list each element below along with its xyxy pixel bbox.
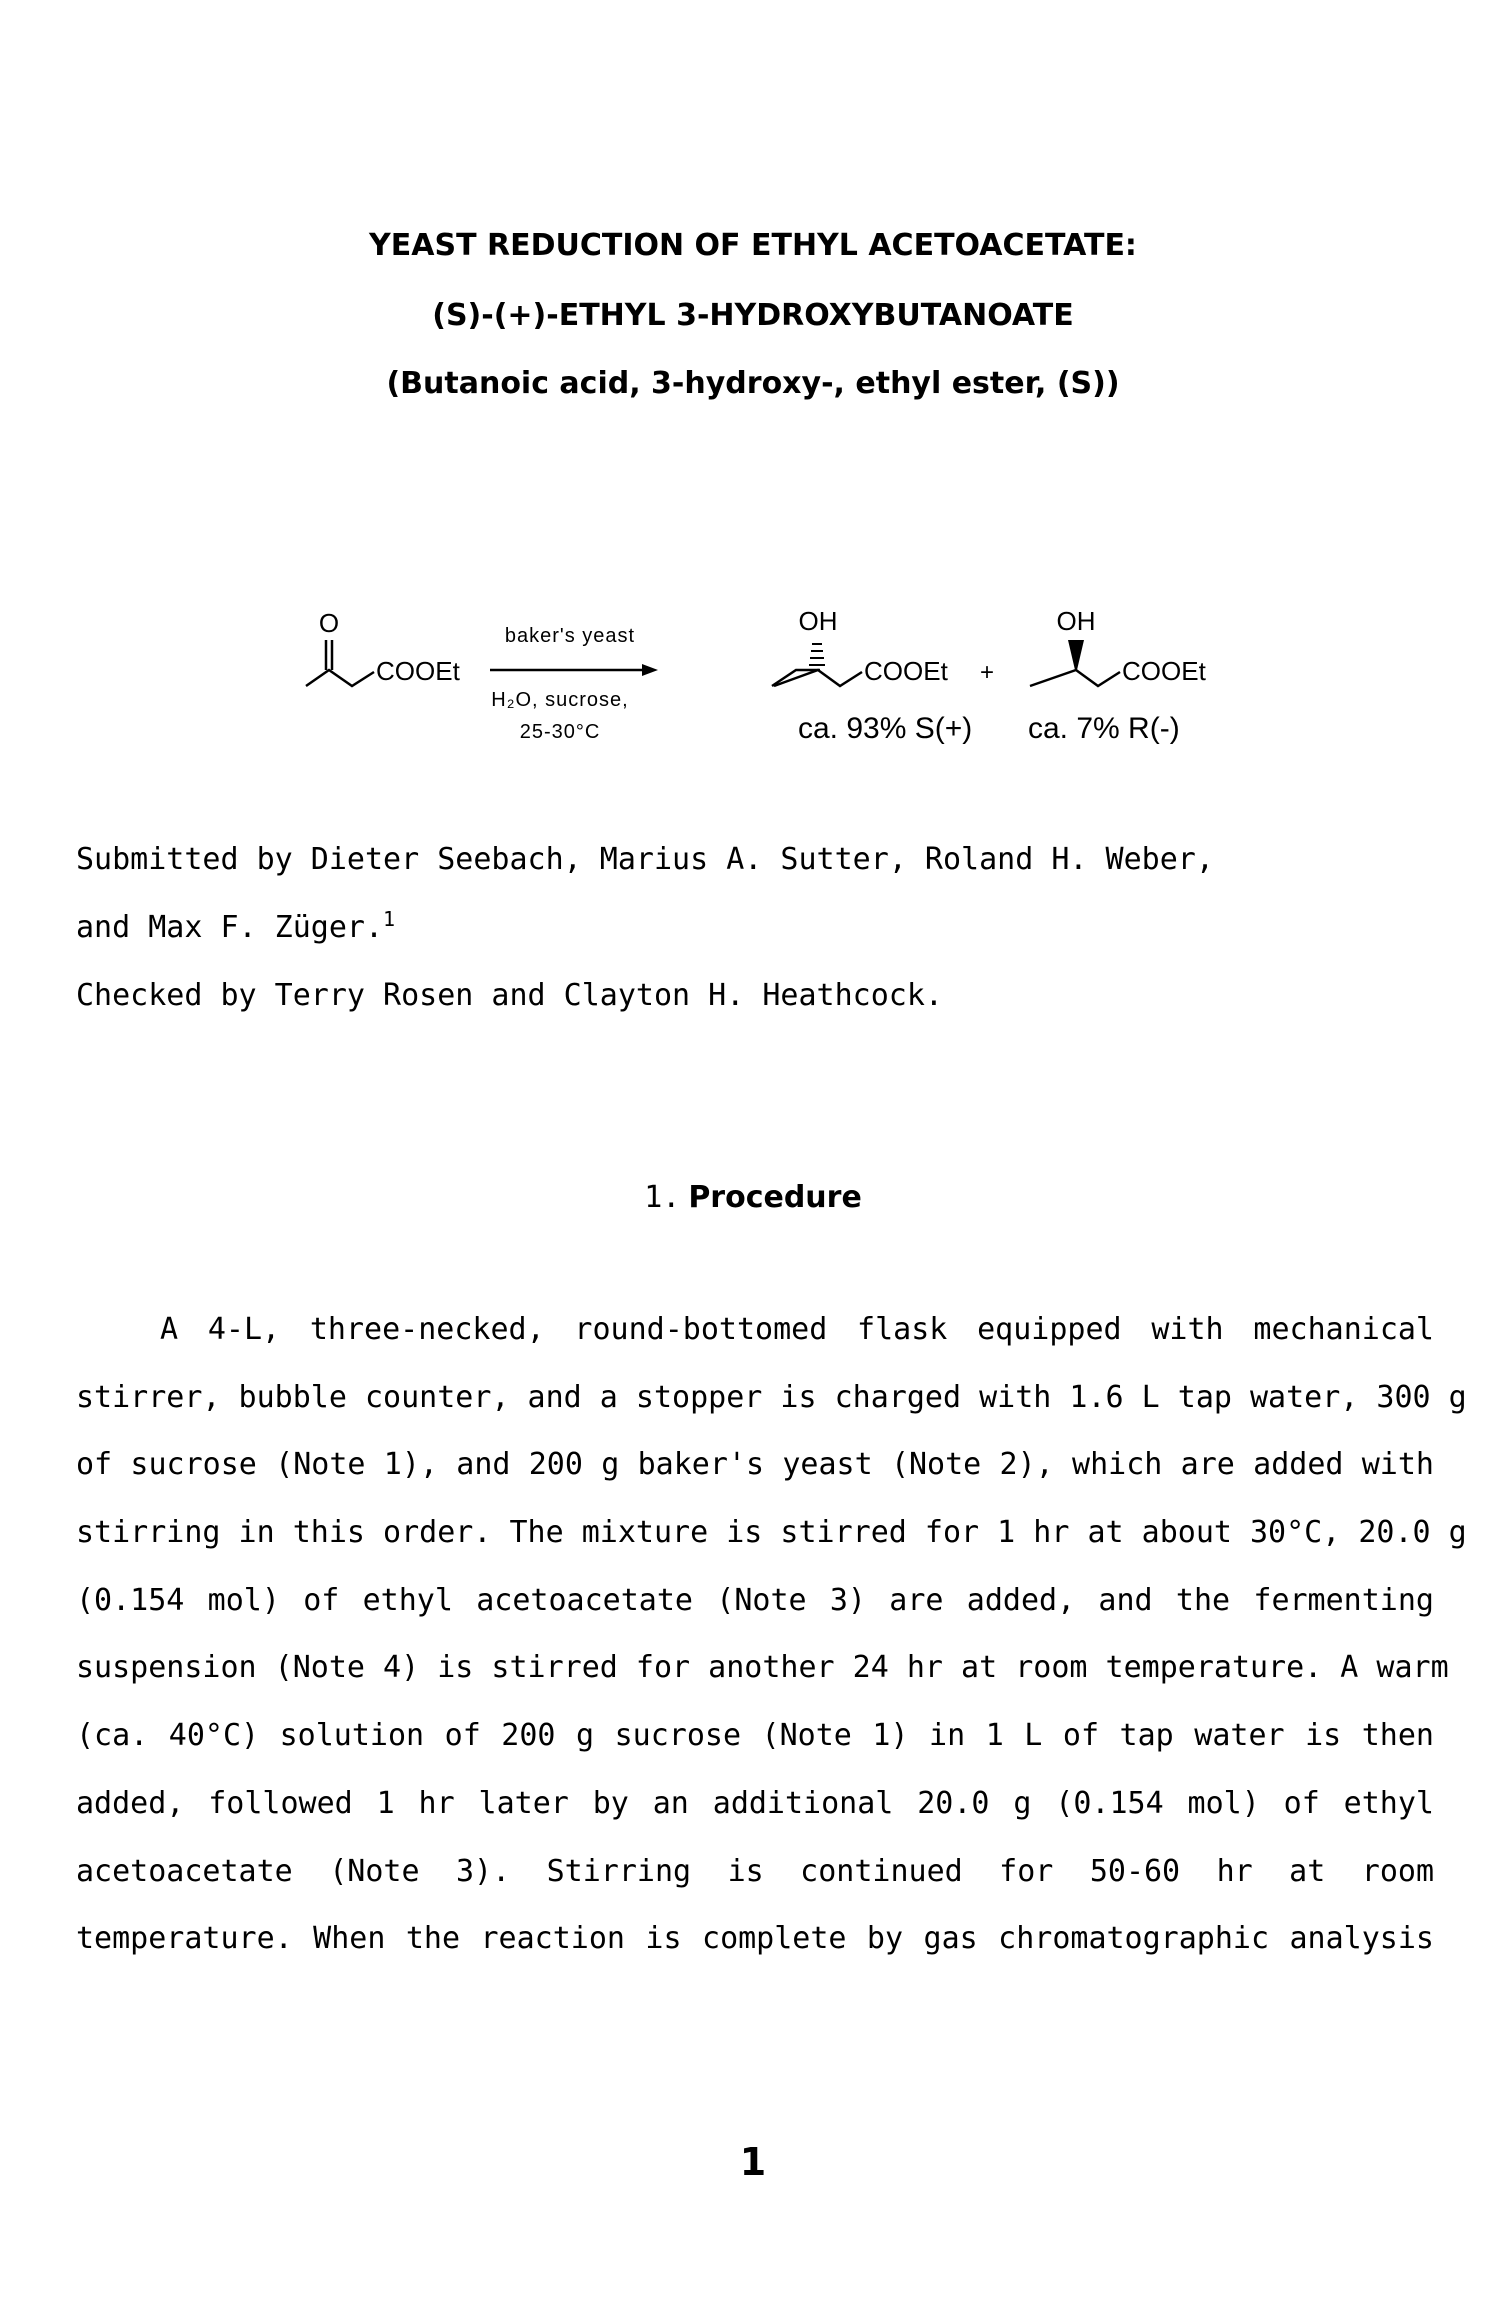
- checked-by-line: Checked by Terry Rosen and Clayton H. Heathcock.: [76, 978, 943, 1013]
- product-s-yield: ca. 93% S(+): [798, 712, 973, 745]
- section-heading: [0, 1180, 1506, 1215]
- submitted-by-continuation-text: and Max F. Züger.: [76, 910, 384, 945]
- section-number: 1.: [644, 1180, 681, 1215]
- paragraph-line: acetoacetate (Note 3). Stirring is continued for 50-60 hr at room: [76, 1853, 1434, 1889]
- paragraph-line: of sucrose (Note 1), and 200 g baker's yeast (Note 2), which are added with: [76, 1447, 1434, 1483]
- paragraph-line: suspension (Note 4) is stirred for another 24 hr at room temperature. A warm: [76, 1650, 1449, 1686]
- product-s-structure: [772, 606, 972, 745]
- plus-sign: +: [979, 659, 995, 686]
- procedure-paragraph: [76, 1310, 1467, 1987]
- paragraph-line: stirring in this order. The mixture is stirred for 1 hr at about 30°C, 20.0 g: [76, 1515, 1467, 1551]
- reagent-below-line-1: H₂O, sucrose,: [491, 689, 629, 711]
- paragraph-line: A 4-L, three-necked, round-bottomed flask equipped with mechanical: [160, 1312, 1434, 1347]
- section-title: Procedure: [688, 1180, 862, 1215]
- product-r-structure: [1028, 606, 1207, 745]
- page-number: 1: [739, 2140, 767, 2184]
- reaction-scheme: [290, 590, 1240, 760]
- footnote-marker: 1: [383, 907, 396, 931]
- product-s-ester-label: COOEt: [864, 656, 948, 686]
- title-line-1: YEAST REDUCTION OF ETHYL ACETOACETATE:: [369, 228, 1137, 263]
- paragraph-line: (ca. 40°C) solution of 200 g sucrose (Note 1) in 1 L of tap water is then: [76, 1718, 1434, 1754]
- paragraph-line: temperature. When the reaction is complete by gas chromatographic analysis: [76, 1921, 1434, 1957]
- paragraph-line: stirrer, bubble counter, and a stopper is charged with 1.6 L tap water, 300 g: [76, 1379, 1467, 1415]
- product-s-oh-label: OH: [798, 606, 838, 636]
- paragraph-line: (0.154 mol) of ethyl acetoacetate (Note 3) are added, and the fermenting: [76, 1582, 1434, 1618]
- submitted-by-line: Submitted by Dieter Seebach, Marius A. Sutter, Roland H. Weber,: [76, 842, 1214, 877]
- product-r-oh-label: OH: [1056, 606, 1096, 636]
- product-r-yield: ca. 7% R(-): [1028, 712, 1180, 745]
- reaction-arrow: [490, 625, 658, 743]
- submitted-by-continuation: [76, 907, 396, 945]
- reactant-structure: [306, 608, 461, 686]
- title-line-3: (Butanoic acid, 3-hydroxy-, ethyl ester, (S)): [386, 366, 1120, 401]
- paragraph-line: added, followed 1 hr later by an additional 20.0 g (0.154 mol) of ethyl: [76, 1785, 1434, 1821]
- product-r-ester-label: COOEt: [1122, 656, 1206, 686]
- reactant-carbonyl-label: O: [318, 608, 340, 638]
- title-line-2: (S)-(+)-ETHYL 3-HYDROXYBUTANOATE: [432, 298, 1074, 333]
- reagent-below-line-2: 25-30°C: [519, 721, 601, 743]
- reactant-ester-label: COOEt: [376, 656, 460, 686]
- reagent-above-label: baker's yeast: [504, 625, 636, 647]
